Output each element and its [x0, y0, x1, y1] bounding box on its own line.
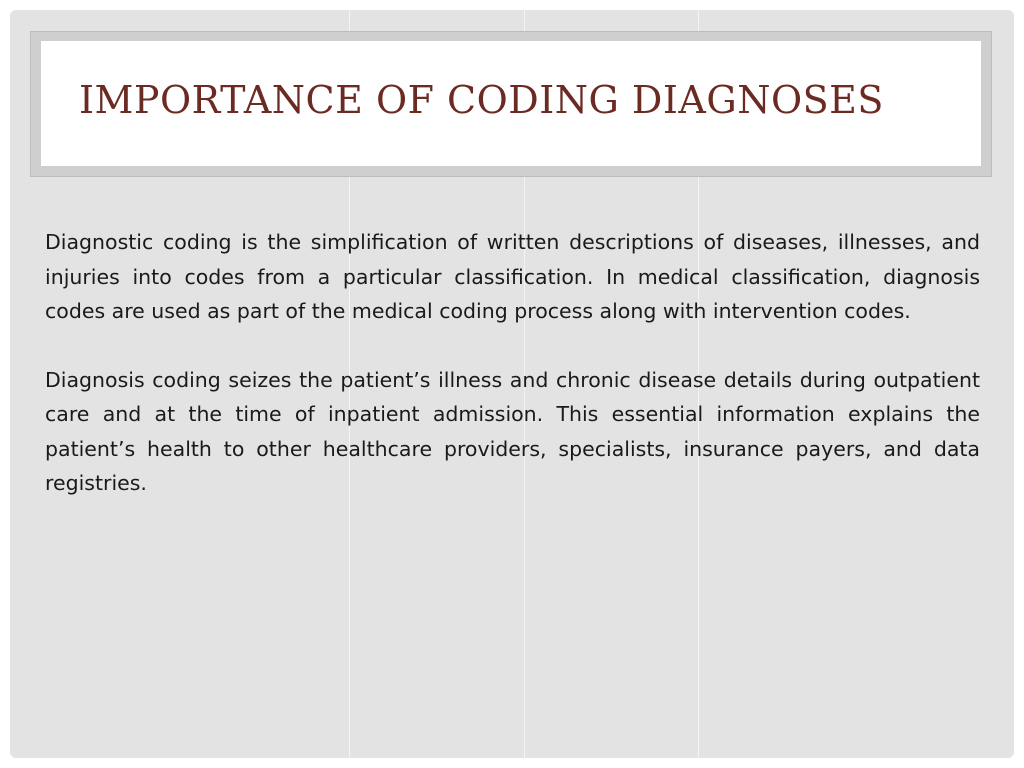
title-panel — [41, 41, 981, 166]
body-text — [45, 225, 980, 535]
slide-title: IMPORTANCE OF CODING DIAGNOSES — [79, 77, 884, 122]
title-frame — [30, 31, 992, 177]
slide — [10, 10, 1014, 758]
paragraph-1: Diagnostic coding is the simplification of written descriptions of diseases, illnesses, and injuries into codes from a particular classification. In medical classification, diagnosis codes are used as part of the medical coding process along with intervention codes. — [45, 230, 980, 323]
paragraph-2: Diagnosis coding seizes the patient’s illness and chronic disease details during outpatient care and at the time of inpatient admission. This essential information explains the patient’s health to other healthcare providers, specialists, insurance payers, and data registries. — [45, 367, 980, 495]
